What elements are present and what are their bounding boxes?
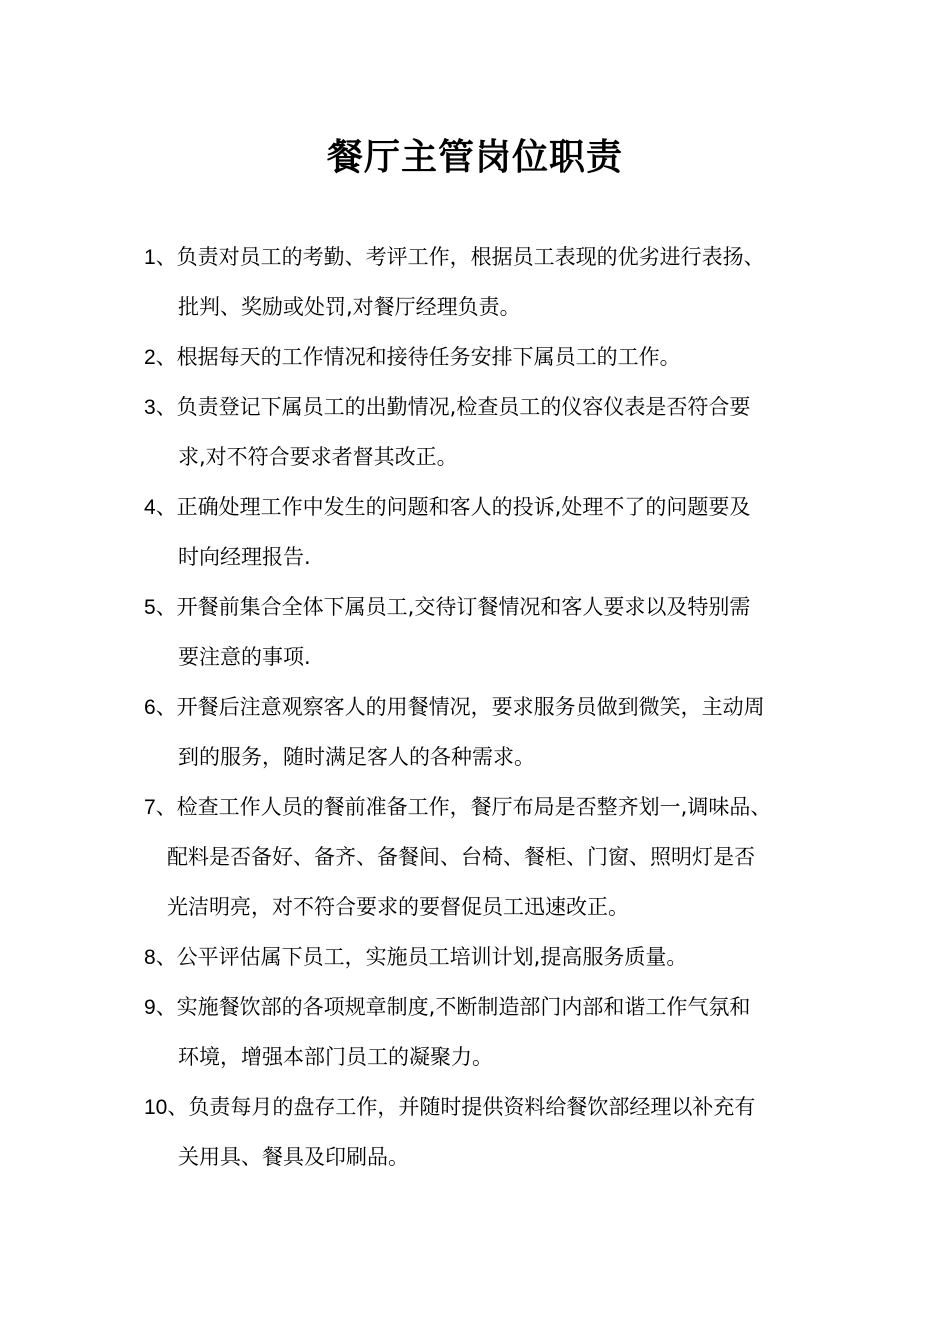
list-item-8-text: 、公平评估属下员工，实施员工培训计划,提高服务质量。 <box>155 945 688 969</box>
list-item-8-line-1 <box>144 932 687 982</box>
list-item-6-text: 、开餐后注意观察客人的用餐情况，要求服务员做到微笑，主动周 <box>155 695 765 719</box>
list-item-7-line-1 <box>144 782 771 832</box>
list-item-4-text: 、正确处理工作中发生的问题和客人的投诉,处理不了的问题要及 <box>155 495 751 519</box>
list-item-8-number: 8 <box>144 946 156 969</box>
list-item-7-line-3: 光洁明亮，对不符合要求的要督促员工迅速改正。 <box>167 895 629 919</box>
list-item-3-text: 、负责登记下属员工的出勤情况,检查员工的仪容仪表是否符合要 <box>155 395 751 419</box>
list-item-7-line-2: 配料是否备好、备齐、备餐间、台椅、餐柜、门窗、照明灯是否 <box>167 845 755 869</box>
list-item-9-line-2: 环境，增强本部门员工的凝聚力。 <box>178 1045 493 1069</box>
list-item-3-line-2: 求,对不符合要求者督其改正。 <box>178 445 458 469</box>
list-item-10-line-2: 关用具、餐具及印刷品。 <box>178 1145 409 1169</box>
list-item-5-line-2: 要注意的事项. <box>178 645 311 669</box>
list-item-7-text: 、检查工作人员的餐前准备工作，餐厅布局是否整齐划一,调味品、 <box>155 795 772 819</box>
list-item-5-text: 、开餐前集合全体下属员工,交待订餐情况和客人要求以及特别需 <box>155 595 751 619</box>
document-title: 餐厅主管岗位职责 <box>326 137 623 178</box>
list-item-10-number: 10 <box>144 1096 168 1119</box>
list-item-2-text: 、根据每天的工作情况和接待任务安排下属员工的工作。 <box>155 345 681 369</box>
list-item-10-line-1 <box>144 1082 755 1132</box>
list-item-2-line-1 <box>144 332 681 382</box>
list-item-3-number: 3 <box>144 396 156 419</box>
list-item-9-number: 9 <box>144 996 156 1019</box>
list-item-1-line-2: 批判、奖励或处罚,对餐厅经理负责。 <box>178 295 521 319</box>
list-item-1-line-1 <box>144 232 765 282</box>
list-item-4-line-2: 时向经理报告. <box>178 545 311 569</box>
list-item-1-text: 、负责对员工的考勤、考评工作，根据员工表现的优劣进行表扬、 <box>155 245 765 269</box>
list-item-2-number: 2 <box>144 346 156 369</box>
list-item-5-line-1 <box>144 582 750 632</box>
list-item-1-number: 1 <box>144 246 156 269</box>
list-item-5-number: 5 <box>144 596 156 619</box>
list-item-3-line-1 <box>144 382 750 432</box>
list-item-6-line-2: 到的服务，随时满足客人的各种需求。 <box>178 745 535 769</box>
list-item-10-text: 、负责每月的盘存工作，并随时提供资料给餐饮部经理以补充有 <box>167 1095 756 1119</box>
list-item-4-line-1 <box>144 482 750 532</box>
list-item-9-text: 、实施餐饮部的各项规章制度,不断制造部门内部和谐工作气氛和 <box>155 995 751 1019</box>
list-item-7-number: 7 <box>144 796 156 819</box>
list-item-9-line-1 <box>144 982 750 1032</box>
list-item-6-number: 6 <box>144 696 156 719</box>
list-item-6-line-1 <box>144 682 765 732</box>
list-item-4-number: 4 <box>144 496 156 519</box>
